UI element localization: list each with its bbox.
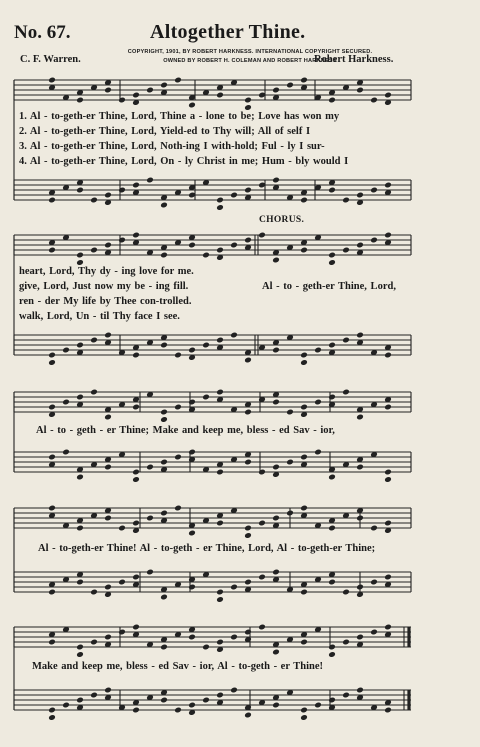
note-head [258, 232, 266, 239]
note-head [76, 187, 84, 194]
note-head [202, 342, 210, 349]
note-head [244, 532, 252, 539]
chorus-line-2: Al - to-geth-er Thine! Al - to-geth - er Thine, Lord, Al - to-geth-er Thine; [38, 543, 376, 554]
note-head [384, 624, 392, 631]
note-head [370, 187, 378, 194]
note-head [160, 416, 168, 423]
note-head [48, 707, 56, 714]
note-head [328, 474, 336, 481]
note-head [272, 257, 280, 264]
note-head [328, 259, 336, 266]
note-head [48, 639, 56, 646]
note-head [244, 104, 252, 111]
note-head [132, 476, 140, 483]
note-head [202, 252, 210, 259]
note-head [356, 464, 364, 471]
note-head [328, 252, 336, 259]
note-head [62, 399, 70, 406]
note-head [146, 464, 154, 471]
note-head [104, 634, 112, 641]
note-head [300, 707, 308, 714]
note-head [76, 394, 84, 401]
note-head [342, 197, 350, 204]
note-head [300, 359, 308, 366]
note-head [342, 337, 350, 344]
chorus-opening: Al - to - geth-er Thine, Lord, [262, 281, 396, 292]
note-head [216, 204, 224, 211]
note-head [258, 520, 266, 527]
note-head [146, 515, 154, 522]
verse-4-line-a: 4. Al - to-geth-er Thine, Lord, On - ly Christ in me; Hum - bly would I [19, 156, 349, 167]
note-head [216, 596, 224, 603]
note-head [384, 520, 392, 527]
note-head [286, 82, 294, 89]
note-head [160, 202, 168, 209]
note-head [160, 594, 168, 601]
note-head [160, 697, 168, 704]
note-head [104, 242, 112, 249]
chorus-line-3: Make and keep me, bless - ed Sav - ior, Al - to-geth - er Thine! [32, 661, 324, 672]
note-head [258, 469, 266, 476]
note-head [216, 389, 224, 396]
note-head [188, 102, 196, 109]
note-head [384, 92, 392, 99]
note-head [188, 449, 196, 456]
note-head [356, 515, 364, 522]
note-head [272, 87, 280, 94]
note-head [328, 644, 336, 651]
note-head [272, 177, 280, 184]
note-head [244, 237, 252, 244]
verse-4-line-b: walk, Lord, Un - til Thy face I see. [19, 311, 180, 322]
note-head [48, 77, 56, 84]
note-head [76, 342, 84, 349]
note-head [342, 389, 350, 396]
note-head [174, 454, 182, 461]
note-head [244, 357, 252, 364]
note-head [272, 347, 280, 354]
note-head [328, 697, 336, 704]
note-head [300, 589, 308, 596]
note-head [118, 525, 126, 532]
note-head [132, 707, 140, 714]
note-head [76, 474, 84, 481]
note-head [160, 252, 168, 259]
note-head [90, 589, 98, 596]
note-head [370, 525, 378, 532]
note-head [244, 97, 252, 104]
note-head [300, 404, 308, 411]
note-head [174, 352, 182, 359]
note-head [370, 629, 378, 636]
note-head [188, 634, 196, 641]
note-head [244, 525, 252, 532]
note-head [384, 469, 392, 476]
note-head [384, 476, 392, 483]
note-head [314, 347, 322, 354]
note-head [356, 332, 364, 339]
note-head [356, 242, 364, 249]
note-head [272, 649, 280, 656]
note-head [188, 347, 196, 354]
note-head [384, 182, 392, 189]
note-head [342, 692, 350, 699]
note-head [104, 687, 112, 694]
note-head [132, 520, 140, 527]
note-head [146, 87, 154, 94]
note-head [76, 697, 84, 704]
note-head [174, 77, 182, 84]
note-head [132, 92, 140, 99]
note-head [174, 505, 182, 512]
verse-1-line-a: 1. Al - to-geth-er Thine, Lord, Thine a - lone to be; Love has won my [19, 111, 340, 122]
note-head [132, 404, 140, 411]
note-head [356, 687, 364, 694]
note-head [76, 525, 84, 532]
note-head [188, 530, 196, 537]
note-head [384, 707, 392, 714]
note-head [314, 399, 322, 406]
note-head [328, 651, 336, 658]
note-head [48, 359, 56, 366]
note-head [230, 242, 238, 249]
note-head [300, 77, 308, 84]
note-head [174, 707, 182, 714]
note-head [328, 394, 336, 401]
note-head [356, 192, 364, 199]
note-head [314, 449, 322, 456]
note-head [216, 469, 224, 476]
note-head [174, 404, 182, 411]
hymn-title: Altogether Thine. [150, 21, 306, 43]
note-head [104, 332, 112, 339]
note-head [76, 97, 84, 104]
verse-3-line-a: 3. Al - to-geth-er Thine, Lord, Noth-ing I with-hold; Ful - ly I sur- [19, 141, 325, 152]
note-head [370, 579, 378, 586]
verse-2-line-a: 2. Al - to-geth-er Thine, Lord, Yield-ed to Thy will; All of self I [19, 126, 311, 137]
note-head [300, 352, 308, 359]
note-head [160, 644, 168, 651]
note-head [160, 409, 168, 416]
composer: C. F. Warren. [20, 54, 81, 65]
note-head [300, 197, 308, 204]
note-head [160, 510, 168, 517]
note-head [76, 651, 84, 658]
note-head [370, 97, 378, 104]
note-head [244, 459, 252, 466]
note-head [384, 352, 392, 359]
note-head [48, 454, 56, 461]
note-head [356, 87, 364, 94]
note-head [118, 629, 126, 636]
note-head [146, 569, 154, 576]
note-head [328, 579, 336, 586]
note-head [132, 469, 140, 476]
note-head [188, 399, 196, 406]
note-head [48, 352, 56, 359]
note-head [286, 409, 294, 416]
note-head [202, 394, 210, 401]
note-head [342, 589, 350, 596]
note-head [216, 589, 224, 596]
note-head [48, 714, 56, 721]
note-head [272, 569, 280, 576]
hymn-number: No. 67. [14, 22, 71, 43]
note-head [356, 414, 364, 421]
note-head [132, 352, 140, 359]
note-head [76, 644, 84, 651]
verse-1-line-b: heart, Lord, Thy dy - ing love for me. [19, 266, 194, 277]
note-head [202, 644, 210, 651]
note-head [132, 232, 140, 239]
note-head [216, 639, 224, 646]
note-head [188, 702, 196, 709]
note-head [314, 702, 322, 709]
note-head [272, 464, 280, 471]
note-head [328, 187, 336, 194]
note-head [132, 574, 140, 581]
author: Robert Harkness. [314, 54, 394, 65]
note-head [48, 505, 56, 512]
note-head [342, 639, 350, 646]
note-head [90, 247, 98, 254]
note-head [104, 584, 112, 591]
note-head [90, 337, 98, 344]
note-head [300, 454, 308, 461]
note-head [104, 192, 112, 199]
note-head [160, 82, 168, 89]
note-head [160, 459, 168, 466]
note-head [216, 692, 224, 699]
note-head [286, 459, 294, 466]
note-head [104, 414, 112, 421]
note-head [216, 247, 224, 254]
note-head [62, 347, 70, 354]
note-head [48, 197, 56, 204]
note-head [104, 464, 112, 471]
note-head [244, 579, 252, 586]
note-head [370, 237, 378, 244]
note-head [356, 584, 364, 591]
note-head [48, 589, 56, 596]
note-head [132, 182, 140, 189]
note-head [216, 337, 224, 344]
verse-2-line-b: give, Lord, Just now my be - ing fill. [19, 281, 189, 292]
note-head [62, 449, 70, 456]
note-head [300, 505, 308, 512]
note-head [216, 92, 224, 99]
note-head [384, 574, 392, 581]
note-head [244, 629, 252, 636]
note-head [272, 399, 280, 406]
note-head [188, 584, 196, 591]
note-head [76, 252, 84, 259]
note-head [342, 247, 350, 254]
note-head [118, 97, 126, 104]
note-head [188, 242, 196, 249]
note-head [300, 714, 308, 721]
note-head [230, 192, 238, 199]
note-head [118, 187, 126, 194]
note-head [244, 187, 252, 194]
note-head [328, 342, 336, 349]
note-head [202, 697, 210, 704]
note-head [146, 177, 154, 184]
note-head [230, 584, 238, 591]
note-head [328, 97, 336, 104]
note-head [244, 712, 252, 719]
note-head [104, 87, 112, 94]
chorus-label: CHORUS. [259, 215, 305, 225]
note-head [90, 692, 98, 699]
copyright-line: COPYRIGHT, 1901, BY ROBERT HARKNESS. INTERNATIONAL COPYRIGHT SECURED. [127, 49, 373, 55]
note-head [118, 579, 126, 586]
note-head [244, 409, 252, 416]
note-head [300, 639, 308, 646]
note-head [258, 574, 266, 581]
note-head [384, 404, 392, 411]
note-head [230, 634, 238, 641]
note-head [328, 525, 336, 532]
note-head [230, 687, 238, 694]
note-head [132, 624, 140, 631]
note-head [62, 702, 70, 709]
note-head [286, 510, 294, 517]
note-head [48, 247, 56, 254]
note-head [384, 232, 392, 239]
note-head [272, 702, 280, 709]
note-head [258, 624, 266, 631]
note-head [76, 579, 84, 586]
note-head [90, 389, 98, 396]
note-head [90, 197, 98, 204]
note-head [272, 515, 280, 522]
note-head [216, 520, 224, 527]
chorus-line-1: Al - to - geth - er Thine; Make and keep me, bless - ed Sav - ior, [36, 425, 335, 436]
note-head [300, 247, 308, 254]
note-head [356, 634, 364, 641]
note-head [216, 197, 224, 204]
note-head [160, 342, 168, 349]
owner-line: OWNED BY ROBERT H. COLEMAN AND ROBERT HARKNESS [163, 58, 337, 64]
note-head [90, 639, 98, 646]
note-head [104, 515, 112, 522]
verse-3-line-b: ren - der My life by Thee con-trolled. [19, 296, 192, 307]
note-head [118, 237, 126, 244]
note-head [48, 404, 56, 411]
note-head [230, 332, 238, 339]
note-head [76, 259, 84, 266]
